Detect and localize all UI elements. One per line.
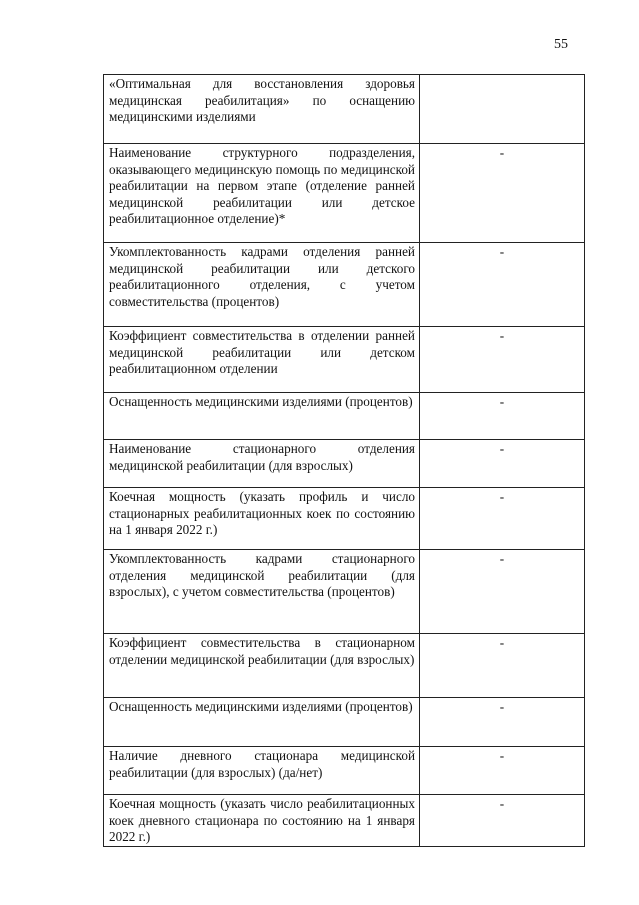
table-row	[104, 393, 585, 440]
table-row	[104, 440, 585, 488]
table-row	[104, 75, 585, 144]
indicator-value: -	[420, 440, 585, 488]
indicator-value: -	[420, 243, 585, 327]
indicator-value: -	[420, 488, 585, 550]
indicator-value: -	[420, 327, 585, 393]
indicator-label: Оснащенность медицинскими изделиями (процентов)	[104, 393, 420, 440]
indicator-label: Укомплектованность кадрами отделения ранней медицинской реабилитации или детского реабилитационного отделения, с учетом совместительства (процентов)	[104, 243, 420, 327]
table-row	[104, 747, 585, 795]
indicator-value	[420, 75, 585, 144]
table-row	[104, 550, 585, 634]
table-row	[104, 327, 585, 393]
indicator-label: Наличие дневного стационара медицинской реабилитации (для взрослых) (да/нет)	[104, 747, 420, 795]
indicator-value: -	[420, 698, 585, 747]
indicator-label: Коэффициент совместительства в стационарном отделении медицинской реабилитации (для взрослых)	[104, 634, 420, 698]
table-row	[104, 634, 585, 698]
indicator-label: Коечная мощность (указать число реабилитационных коек дневного стационара по состоянию на 1 января 2022 г.)	[104, 795, 420, 847]
table-row	[104, 243, 585, 327]
table-row	[104, 698, 585, 747]
indicator-label: Укомплектованность кадрами стационарного отделения медицинской реабилитации (для взрослых), с учетом совместительства (процентов)	[104, 550, 420, 634]
indicator-value: -	[420, 393, 585, 440]
indicator-value: -	[420, 144, 585, 243]
indicator-value: -	[420, 634, 585, 698]
indicator-value: -	[420, 550, 585, 634]
table-row	[104, 795, 585, 847]
indicator-table	[103, 74, 585, 847]
indicator-label: «Оптимальная для восстановления здоровья медицинская реабилитация» по оснащению медицинскими изделиями	[104, 75, 420, 144]
page-number: 55	[554, 37, 568, 52]
table-row	[104, 488, 585, 550]
table-row	[104, 144, 585, 243]
indicator-label: Оснащенность медицинскими изделиями (процентов)	[104, 698, 420, 747]
indicator-label: Коэффициент совместительства в отделении ранней медицинской реабилитации или детском реабилитационном отделении	[104, 327, 420, 393]
indicator-label: Наименование структурного подразделения, оказывающего медицинскую помощь по медицинской реабилитации на первом этапе (отделение ранней медицинской реабилитации или детское реабилитационное отделение)*	[104, 144, 420, 243]
indicator-value: -	[420, 747, 585, 795]
indicator-label: Коечная мощность (указать профиль и число стационарных реабилитационных коек по состоянию на 1 января 2022 г.)	[104, 488, 420, 550]
indicator-value: -	[420, 795, 585, 847]
indicator-label: Наименование стационарного отделения медицинской реабилитации (для взрослых)	[104, 440, 420, 488]
